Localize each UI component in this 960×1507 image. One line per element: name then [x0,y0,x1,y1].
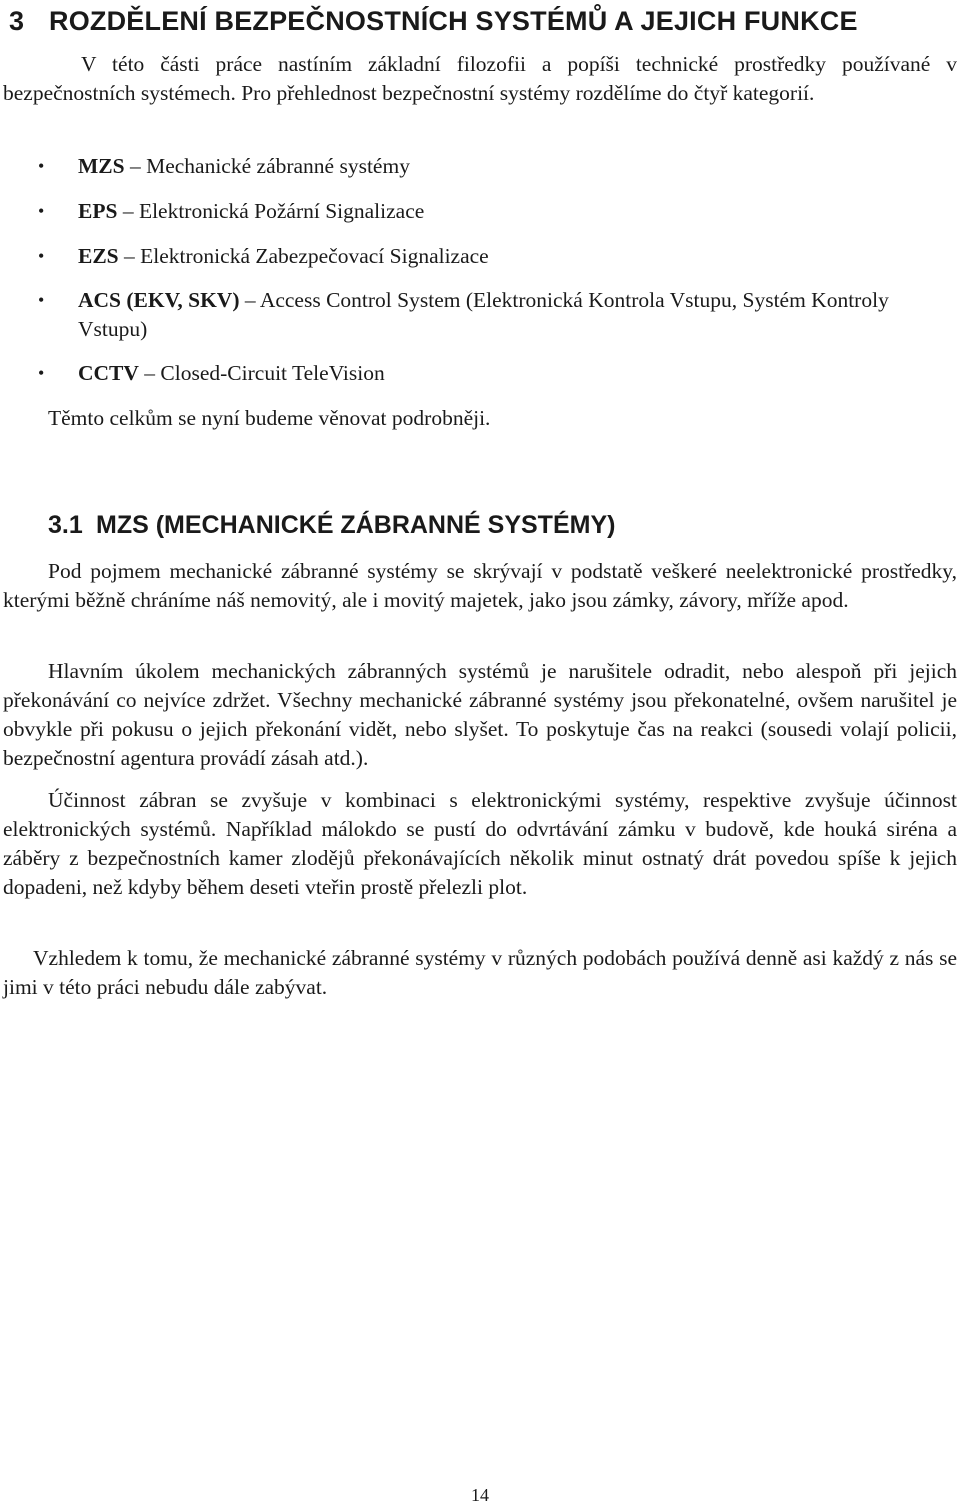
subsection-number: 3.1 [48,511,83,539]
section-number: 3 [9,6,25,36]
item-text: Elektronická Požární Signalizace [138,199,425,223]
item-separator: – [118,244,141,268]
item-abbr: CCTV [78,361,139,385]
paragraph-2: Hlavním úkolem mechanických zábranných systémů je narušitele odradit, nebo alespoň při jejich překonávání co nejvíce zdržet. Všechny mechanické zábranné systémy jsou překonatelné, ovšem narušitel je obvykle při pokusu o jejich překonání vidět, nebo slyšet. To poskytuje čas na reakci (sousedi volají policii, bezpečnostní agentura provádí zásah atd.). [3,659,957,770]
subsection-heading [48,508,615,542]
item-abbr: EZS [78,244,119,268]
page-number: 14 [471,1485,489,1505]
section-title: ROZDĚLENÍ BEZPEČNOSTNÍCH SYSTÉMŮ A JEJICH FUNKCE [49,6,858,36]
item-separator: – [124,154,147,178]
subsection-title: MZS (MECHANICKÉ ZÁBRANNÉ SYSTÉMY) [96,511,616,539]
bullet-icon: • [38,363,45,383]
item-text: Elektronická Zabezpečovací Signalizace [140,244,489,268]
bullet-icon: • [38,290,45,310]
paragraph-3: Účinnost zábran se zvyšuje v kombinaci s elektronickými systémy, respektive zvyšuje účinnost elektronických systémů. Například málokdo se pustí do odvrtávání zámku v budově, kde houká siréna a záběry z bezpečnostních kamer zlodějů překonávajících několik minut ostnatý drát povedou spíše k jejich dopadeni, než kdyby během deseti vteřin prostě přelezli plot. [3,788,957,899]
bullet-icon: • [38,201,45,221]
item-abbr: ACS (EKV, SKV) [78,288,240,312]
closing-sentence: Těmto celkům se nyní budeme věnovat podrobněji. [48,406,491,430]
item-abbr: MZS [78,154,125,178]
section-heading [9,4,949,38]
bullet-icon: • [38,246,45,266]
item-separator: – [239,288,260,312]
paragraph-4: Vzhledem k tomu, že mechanické zábranné systémy v různých podobách používá denně asi každý z nás se jimi v této práci nebudu dále zabývat. [3,946,957,999]
item-separator: – [138,361,161,385]
intro-paragraph: V této části práce nastíním základní filozofii a popíši technické prostředky používané v bezpečnostních systémech. Pro přehlednost bezpečnostní systémy rozdělíme do čtyř kategorií. [3,52,957,105]
item-text: Access Control System (Elektronická Kontrola Vstupu, Systém Kontroly Vstupu) [78,288,889,341]
item-text: Closed-Circuit TeleVision [160,361,385,385]
item-abbr: EPS [78,199,118,223]
item-separator: – [117,199,139,223]
bullet-icon: • [38,156,45,176]
paragraph-1: Pod pojmem mechanické zábranné systémy se skrývají v podstatě veškeré neelektronické prostředky, kterými běžně chráníme náš nemovitý, ale i movitý majetek, jako jsou zámky, závory, mříže apod. [3,559,957,612]
item-text: Mechanické zábranné systémy [146,154,410,178]
